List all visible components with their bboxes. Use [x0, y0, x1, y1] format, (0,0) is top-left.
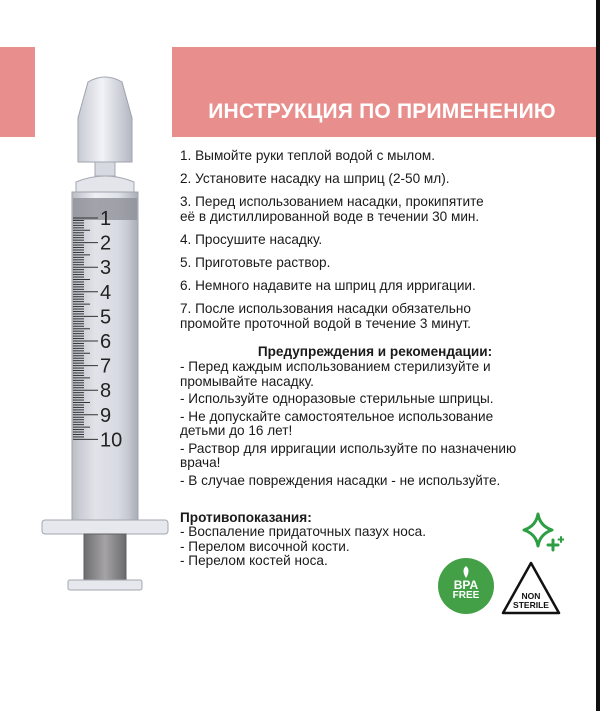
scale-label: 2 [100, 232, 112, 255]
contraindications-list [180, 525, 426, 569]
contraindication-item: - Перелом височной кости. [180, 538, 350, 554]
step-item: 2. Установите насадку на шприц (2-50 мл). [180, 171, 450, 186]
warning-triangle-icon [500, 560, 562, 616]
leaf-icon [460, 565, 472, 579]
warning-item: - Не допускайте самостоятельное использование детьми до 16 лет! [180, 408, 494, 438]
scale-label: 8 [100, 380, 112, 403]
scale-label: 10 [100, 429, 123, 452]
warning-item: - Раствор для ирригации используйте по назначению врача! [180, 440, 517, 470]
scale-label: 5 [100, 306, 112, 329]
scale-label: 4 [100, 281, 112, 304]
bpa-badge-line2: FREE [452, 590, 480, 601]
non-sterile-line2: STERILE [513, 600, 549, 610]
warnings-title: Предупреждения и рекомендации: [257, 344, 493, 359]
step-item: 6. Немного надавите на шприц для ирригации. [180, 278, 476, 293]
contraindication-item: - Перелом костей носа. [180, 553, 328, 568]
step-item: 5. Приготовьте раствор. [180, 255, 331, 270]
syringe-icon [40, 70, 180, 610]
scale-label: 1 [100, 208, 112, 230]
step-item: 3. Перед использованием насадки, прокипятите её в дистиллированной воде в течении 30 мин. [180, 194, 484, 224]
instruction-steps [180, 148, 580, 339]
page-title: ИНСТРУКЦИЯ ПО ПРИМЕНЕНИЮ [208, 100, 556, 123]
right-edge-bar [596, 0, 600, 711]
step-item: 4. Просушите насадку. [180, 232, 323, 247]
warning-item: - В случае повреждения насадки - не используйте. [180, 472, 501, 488]
scale-label: 6 [100, 331, 112, 353]
contraindications-title: Противопоказания: [180, 510, 312, 525]
warnings-list [180, 360, 580, 491]
scale-label: 9 [100, 404, 112, 427]
contraindication-item: - Воспаление придаточных пазух носа. [180, 524, 426, 539]
warning-item: - Используйте одноразовые стерильные шприцы. [180, 391, 494, 406]
scale-label: 3 [100, 257, 112, 280]
step-item: 1. Вымойте руки теплой водой с мылом. [180, 148, 436, 163]
left-accent-band [0, 47, 35, 137]
bpa-badge-line1: BPA [453, 578, 479, 592]
bpa-free-badge [438, 558, 494, 614]
non-sterile-line1: NON [521, 591, 541, 601]
warning-item: - Перед каждым использованием стерилизуйте и промывайте насадку. [180, 359, 491, 389]
scale-label: 7 [100, 355, 112, 378]
sparkle-icon [518, 510, 564, 556]
step-item: 7. После использования насадки обязательно промойте проточной водой в течение 3 минут. [180, 301, 471, 331]
